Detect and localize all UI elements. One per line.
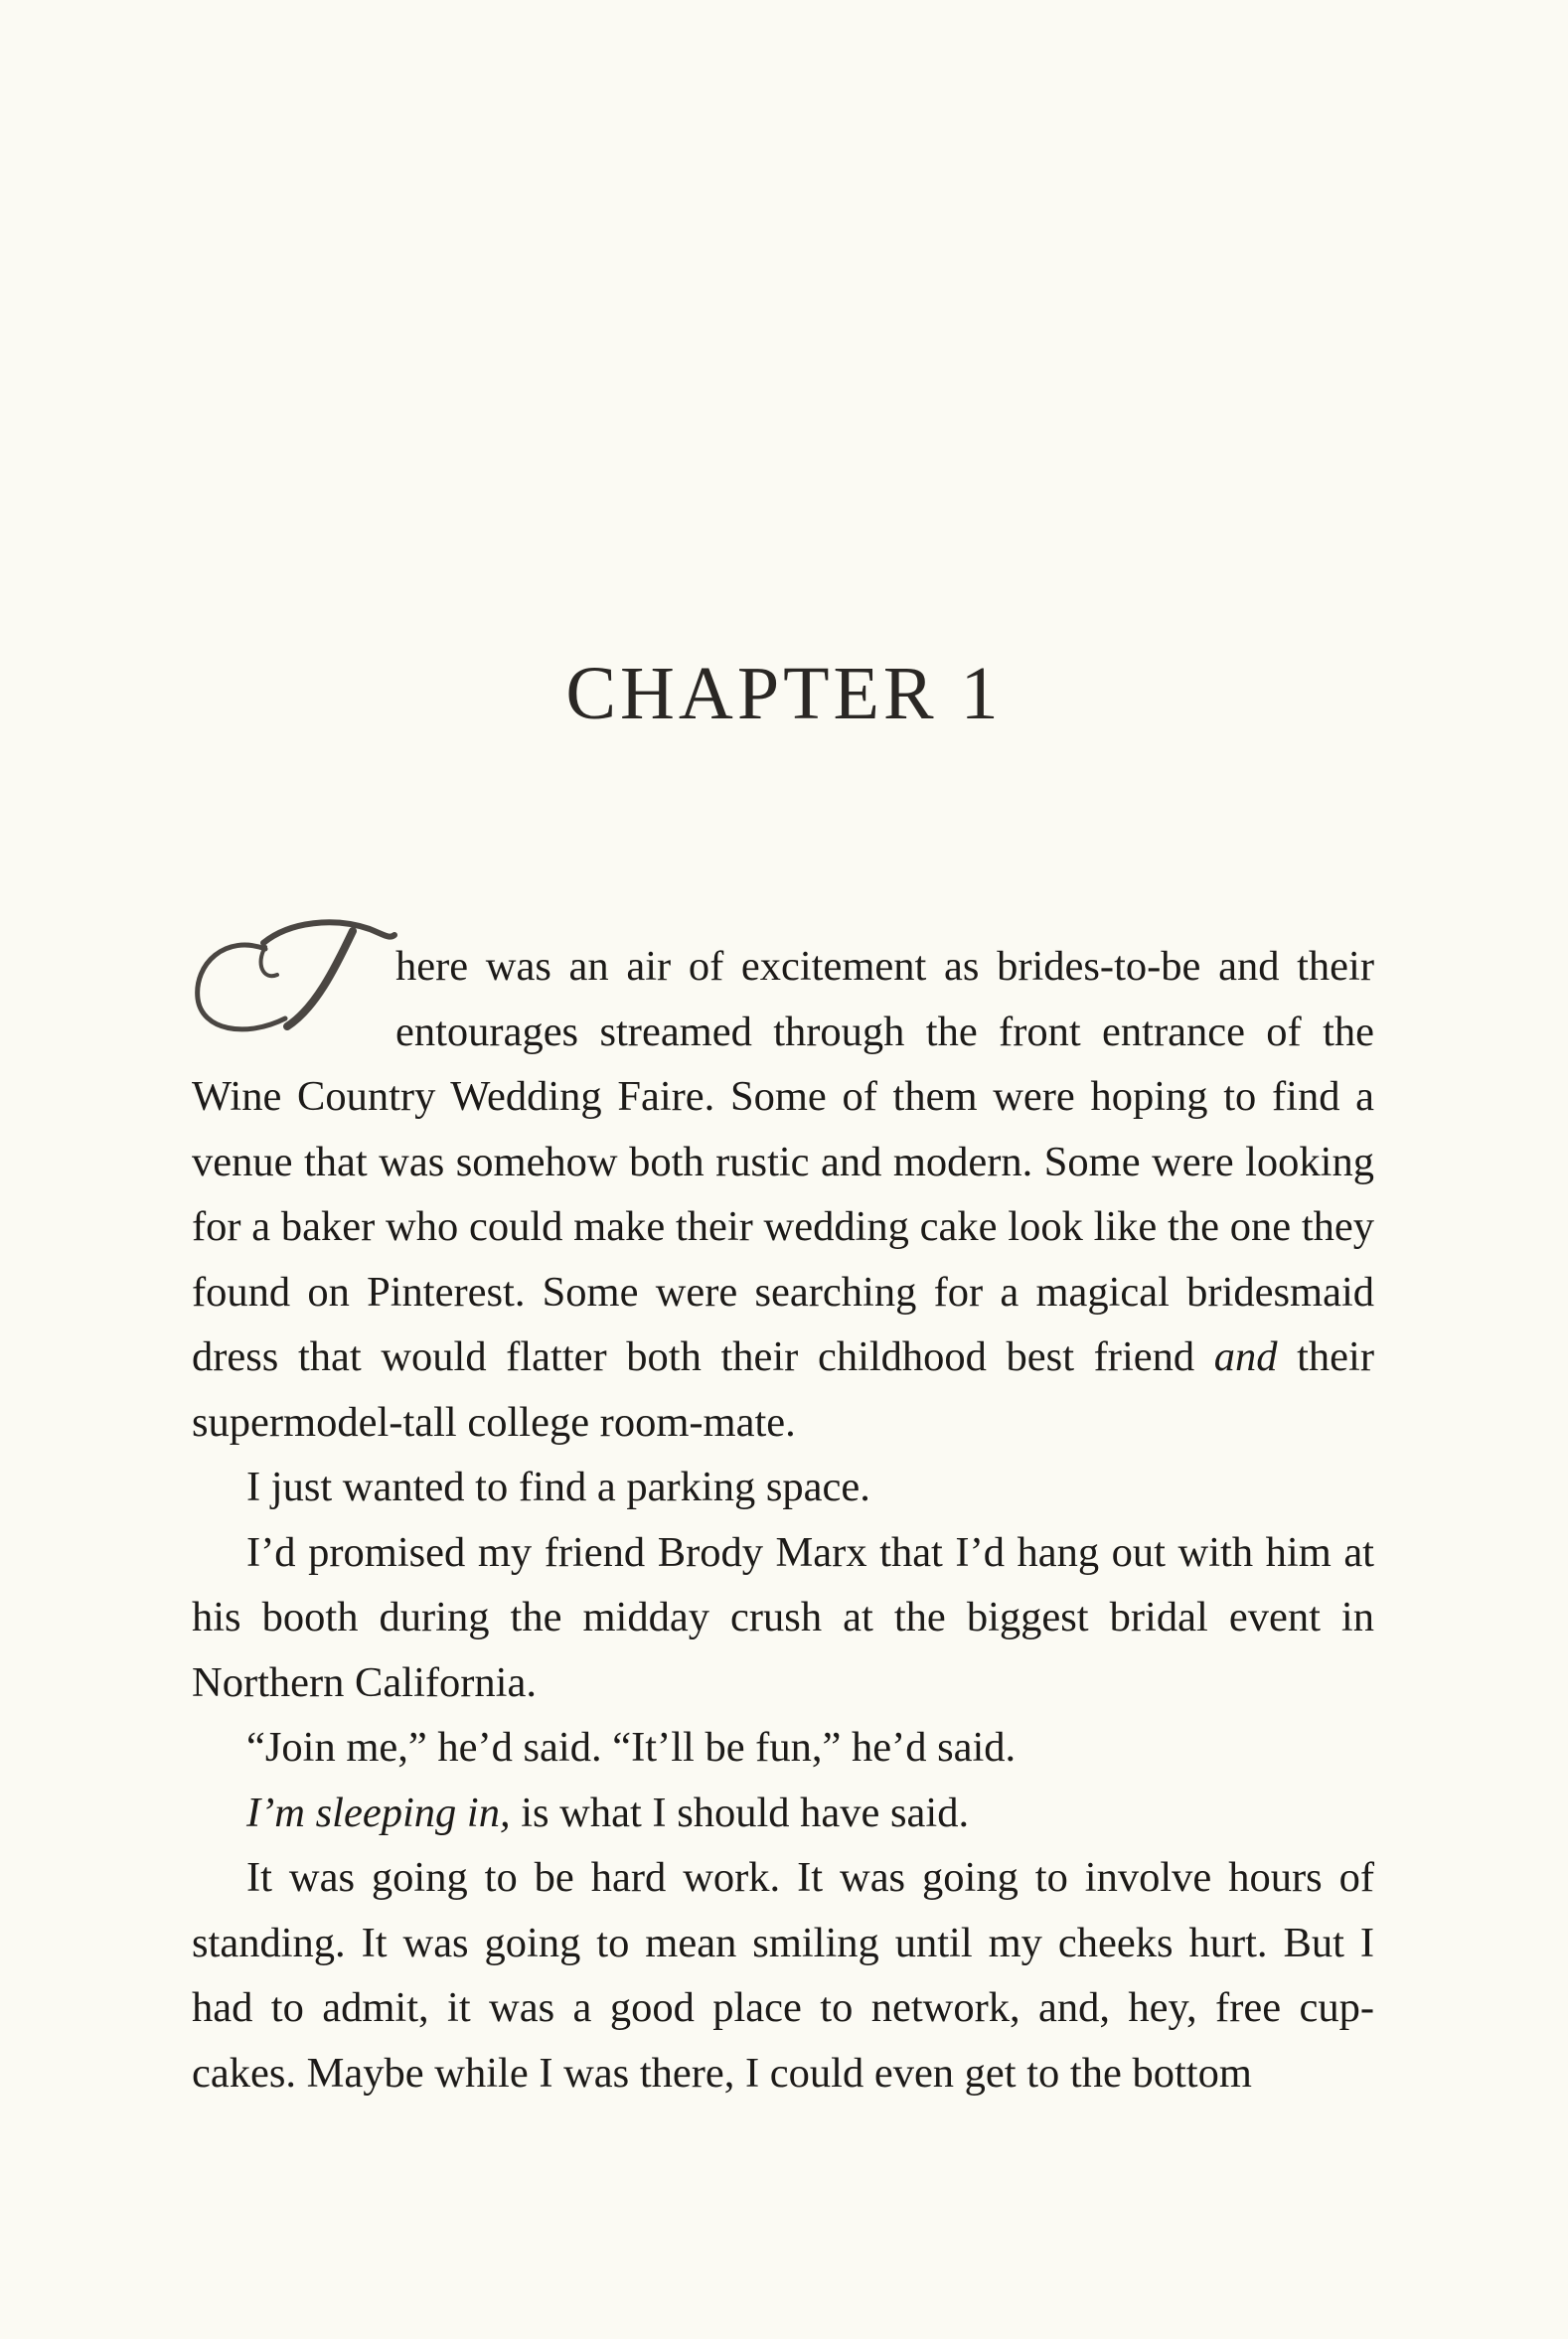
paragraph-1-line-8: childhood best friend bbox=[817, 1333, 1214, 1380]
paragraph-5 bbox=[192, 1781, 1374, 1846]
drop-cap bbox=[192, 909, 395, 1038]
paragraph-4: “Join me,” he’d said. “It’ll be fun,” he’d said. bbox=[246, 1724, 1017, 1771]
paragraph-1-line-4: find a venue that was somehow both rustic and modern. Some bbox=[192, 1073, 1375, 1185]
emphasis-and: and bbox=[1213, 1333, 1278, 1380]
paragraph-1-line-5: were looking for a baker who could make their wedding cake bbox=[192, 1138, 1374, 1250]
paragraph-1-line-7: for a magical bridesmaid dress that would flatter both their bbox=[192, 1268, 1375, 1380]
paragraph-1 bbox=[192, 934, 1374, 1455]
paragraph-5-rest: is what I should have said. bbox=[510, 1789, 970, 1836]
chapter-body bbox=[192, 934, 1374, 2105]
drop-cap-ornament-icon bbox=[186, 909, 399, 1048]
paragraph-5-italic: I’m sleeping in, bbox=[246, 1789, 511, 1836]
paragraph-3: I’d promised my friend Brody Marx that I’d hang out with him at his booth during the midday crush at the biggest bridal event in Northern California. bbox=[192, 1528, 1374, 1706]
paragraph-1-line-8-end: their supermodel-tall college room- bbox=[192, 1333, 1374, 1446]
paragraph-1-line-1: here was an air of excitement as brides-to-be and their bbox=[395, 943, 1374, 990]
paragraph-1-line-2: entourages streamed through the front entrance of bbox=[395, 1008, 1302, 1055]
paragraph-1-line-6: look like the one they found on Pinterest. Some were searching bbox=[192, 1203, 1374, 1316]
paragraph-2: I just wanted to find a parking space. bbox=[246, 1464, 870, 1510]
paragraph-1-line-9: mate. bbox=[703, 1398, 796, 1446]
chapter-title: CHAPTER 1 bbox=[565, 652, 1003, 735]
paragraph-6: It was going to be hard work. It was going to involve hours of standing. It was going to mean smiling until my cheeks hurt. But I had to admit, it was a good place to network, and, hey, free cup-cakes. Maybe while I was there, I could even get to the bottom bbox=[192, 1854, 1374, 2097]
paragraph-1-line-3: the Wine Country Wedding Faire. Some of them were hoping to bbox=[192, 1008, 1374, 1120]
